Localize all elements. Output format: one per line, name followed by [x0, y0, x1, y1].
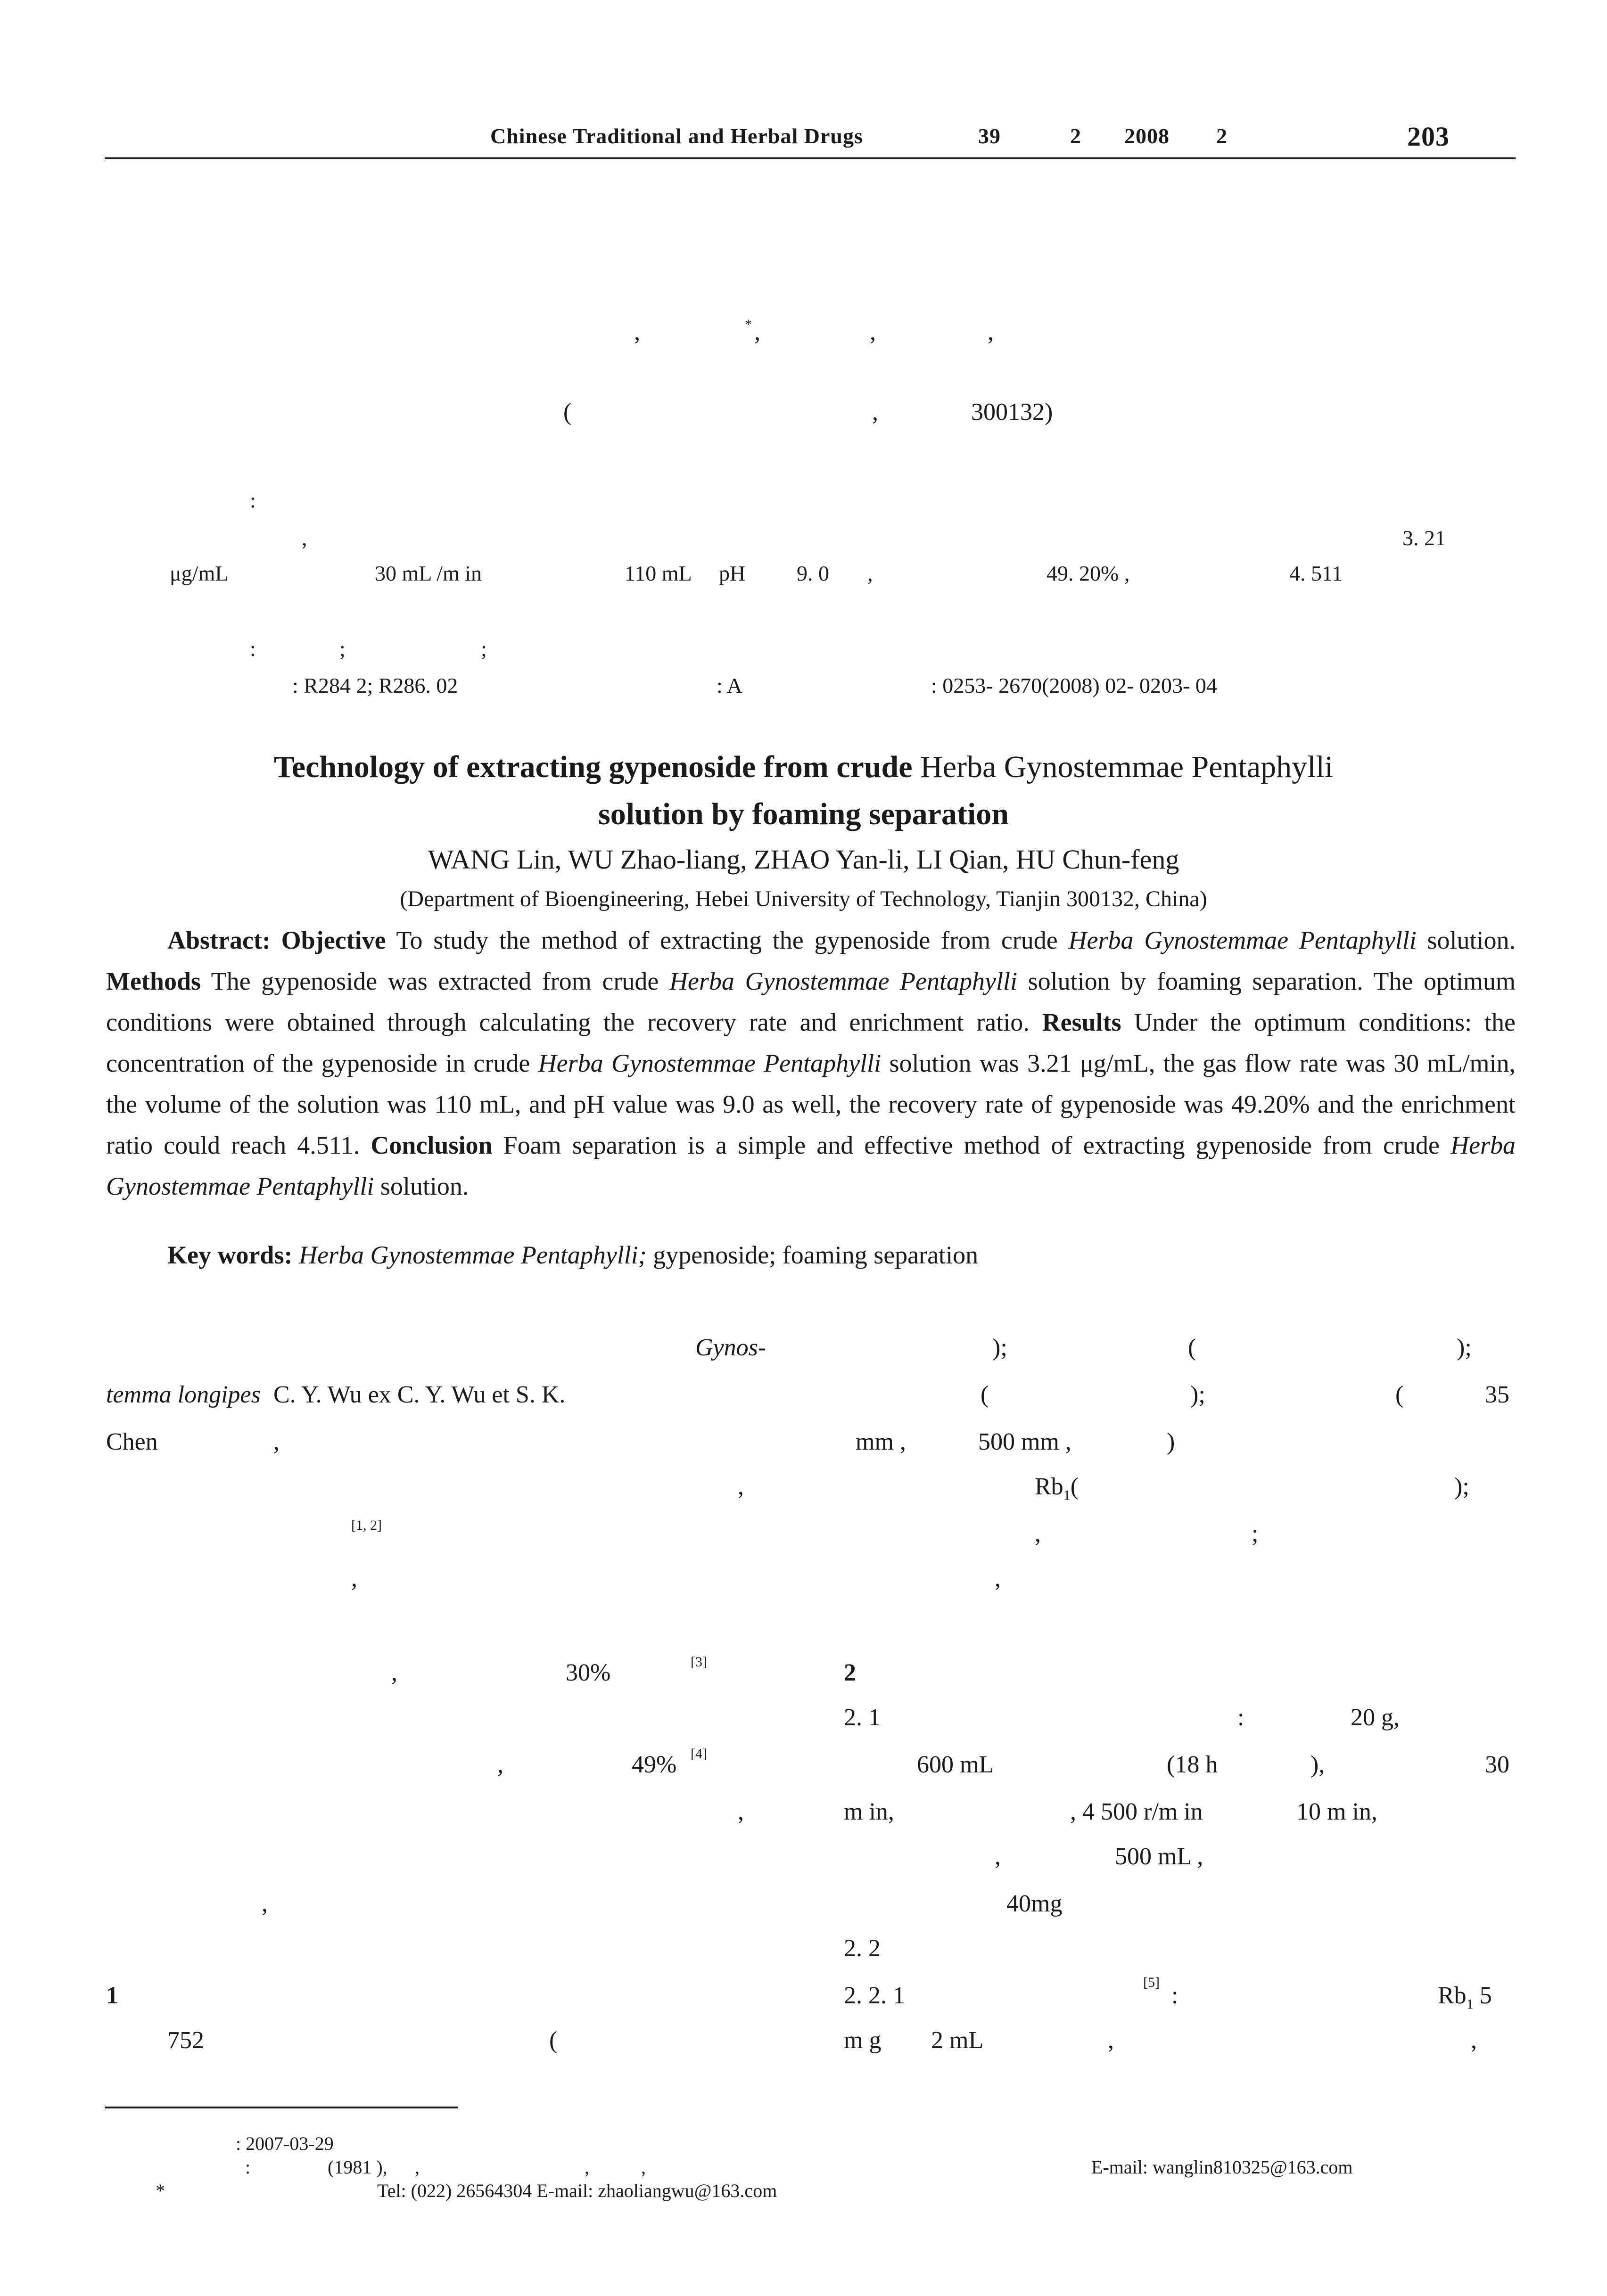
body-r4: ,	[738, 1473, 744, 1500]
herb-name: Herba Gynostemmae Pentaphylli	[669, 967, 1017, 995]
rb-label: Rb	[1035, 1473, 1063, 1500]
body-r4: );	[1454, 1473, 1469, 1500]
authors-cn-sep: ,	[988, 319, 994, 345]
journal-year: 2008	[1124, 124, 1170, 148]
abstract-cn-ph-value: 9. 0	[797, 561, 829, 585]
s221-mg: m g	[844, 2027, 882, 2054]
abstract-cn-colon: :	[250, 488, 256, 512]
affiliation-en: (Department of Bioengineering, Hebei University of Technology, Tianjin 300132, China)	[400, 886, 1207, 911]
instrument-752: 752	[167, 2027, 204, 2054]
s21-mass: 20 g,	[1351, 1704, 1400, 1731]
keywords-cn-semicolon: ;	[339, 637, 346, 661]
affil-cn-zip: 300132)	[971, 399, 1053, 426]
bio-email: E-mail: wanglin810325@163.com	[1091, 2157, 1353, 2178]
objective-label: Objective	[281, 926, 386, 954]
corresponding-star: *	[745, 317, 752, 332]
authors-cn-sep: ,	[754, 319, 760, 345]
body-comma: ,	[391, 1659, 397, 1686]
bio-year: (1981 ),	[328, 2157, 387, 2178]
s21-rpm: , 4 500 r/m in	[1070, 1798, 1203, 1825]
citation-5: [5]	[1143, 1975, 1160, 1990]
body-r1: (	[1188, 1334, 1196, 1361]
keywords-label: Key words:	[167, 1241, 293, 1269]
body-r3: mm ,	[856, 1428, 906, 1455]
document-code: : A	[717, 673, 742, 697]
bio-comma: ,	[585, 2157, 589, 2178]
corresponding-star-note: *	[156, 2180, 165, 2201]
results-text-a: Under the optimum conditions: the concentration of the gypenoside in crude	[106, 1008, 1516, 1077]
abstract-cn-volume: 110 mL	[625, 561, 692, 585]
s21-30: 30	[1485, 1751, 1509, 1778]
footnote-rule	[105, 2107, 458, 2108]
section-1-heading: 1	[106, 1982, 118, 2009]
abstract-label: Abstract:	[167, 926, 271, 954]
objective-text: To study the method of extracting the gypenoside from crude	[396, 926, 1058, 954]
species-name: temma longipes	[106, 1381, 261, 1408]
authors-en: WANG Lin, WU Zhao-liang, ZHAO Yan-li, LI Qian, HU Chun-feng	[428, 844, 1179, 875]
keywords-cn-colon: :	[250, 637, 256, 661]
received-date: : 2007-03-29	[236, 2133, 334, 2154]
citation-1-2: [1, 2]	[351, 1517, 382, 1533]
keywords-en	[167, 1240, 978, 1270]
herb-name: Herba Gynostemmae Pentaphylli	[1068, 926, 1417, 954]
s21-500ml: 500 mL ,	[1115, 1843, 1203, 1870]
bio-comma: ,	[415, 2157, 420, 2178]
s21-10min: 10 m in,	[1296, 1798, 1377, 1825]
body-comma: ,	[273, 1428, 280, 1455]
journal-volume: 39	[978, 124, 1001, 148]
page-number: 203	[1407, 121, 1450, 152]
pct-30: 30%	[566, 1659, 611, 1686]
abstract-cn-conc-unit: μg/mL	[170, 561, 229, 585]
keyword-herb: Herba Gynostemmae Pentaphylli;	[298, 1241, 647, 1269]
authors-cn-sep: ,	[870, 319, 876, 345]
herb-name: Herba Gynostemmae Pentaphylli	[106, 1131, 1516, 1200]
abstract-cn-concentration: 3. 21	[1402, 526, 1446, 550]
journal-month: 2	[1216, 124, 1228, 148]
subsection-2-2-1: 2. 2. 1	[844, 1982, 905, 2009]
bio-colon: :	[245, 2157, 251, 2178]
section-2-heading: 2	[844, 1659, 856, 1686]
body-r4-rb1	[1035, 1473, 1079, 1503]
journal-issue: 2	[1070, 124, 1081, 148]
title-en-line2: solution by foaming separation	[598, 797, 1009, 831]
objective-end: solution.	[1427, 926, 1516, 954]
citation-4: [4]	[691, 1746, 707, 1762]
s21-volume: 600 mL	[917, 1751, 994, 1778]
rb-paren: (	[1070, 1473, 1079, 1500]
methods-label: Methods	[106, 967, 201, 995]
results-label: Results	[1042, 1008, 1121, 1036]
abstract-en	[106, 920, 1516, 1207]
authors-cn-sep: ,	[634, 319, 640, 345]
herb-name: Herba Gynostemmae Pentaphylli	[538, 1049, 882, 1077]
body-r1: );	[992, 1334, 1007, 1361]
abstract-cn-recovery: 49. 20% ,	[1047, 561, 1130, 585]
clc-number: : R284 2; R286. 02	[292, 673, 458, 697]
s221-comma: ,	[1108, 2027, 1114, 2054]
genus-fragment: Gynos-	[695, 1334, 766, 1361]
body-comma: ,	[262, 1890, 268, 1917]
methods-text-b: solution by foaming separation. The optimum conditions were obtained through calculating the recovery rate and enrichment ratio.	[106, 967, 1516, 1036]
body-r2: );	[1190, 1381, 1205, 1408]
results-text-b: solution was 3.21 μg/mL, the gas flow rate was 30 mL/min, the volume of the solution was 110 mL, and pH value was 9.0 as well, the recovery rate of gypenoside was 49.20% and the enrichment ratio could reach 4.511.	[106, 1049, 1516, 1159]
header-rule	[105, 157, 1516, 159]
abstract-cn-comma: ,	[302, 526, 307, 550]
affil-cn-comma: ,	[872, 399, 878, 426]
body-r5: ,	[1035, 1520, 1041, 1547]
body-r6: ,	[995, 1565, 1001, 1592]
s21-min: m in,	[844, 1798, 894, 1825]
abstract-cn-flow: 30 mL /m in	[375, 561, 482, 585]
s221-colon: :	[1171, 1982, 1178, 2009]
authority-chen: Chen	[106, 1428, 158, 1455]
s21-hours-end: ),	[1310, 1751, 1325, 1778]
s21-hours: (18 h	[1167, 1751, 1218, 1778]
keywords-cn-semicolon: ;	[481, 637, 487, 661]
s21-40mg: 40mg	[1006, 1890, 1063, 1917]
title-en-bold: Technology of extracting gypenoside from crude	[273, 750, 913, 784]
keyword-rest: gypenoside; foaming separation	[653, 1241, 979, 1269]
body-r2: (	[1395, 1381, 1404, 1408]
rb-amount: 5	[1479, 1982, 1492, 2009]
conclusion-text-a: Foam separation is a simple and effective method of extracting gypenoside from crude	[503, 1131, 1440, 1159]
title-en-line1	[0, 749, 1607, 785]
affil-cn-paren: (	[563, 399, 572, 426]
citation-3: [3]	[691, 1654, 707, 1670]
rb-subscript: 1	[1466, 1996, 1474, 2012]
conclusion-label: Conclusion	[371, 1131, 493, 1159]
body-r2-35: 35	[1485, 1381, 1509, 1408]
body-comma: ,	[738, 1798, 744, 1825]
pct-49: 49%	[632, 1751, 677, 1778]
s221-rb1	[1438, 1982, 1492, 2012]
rb-subscript: 1	[1063, 1487, 1071, 1503]
s221-2ml: 2 mL	[931, 2027, 984, 2054]
body-r1: );	[1457, 1334, 1472, 1361]
conclusion-text-b: solution.	[380, 1172, 469, 1200]
body-comma: ,	[351, 1565, 357, 1592]
s221-comma: ,	[1471, 2027, 1477, 2054]
body-r3: )	[1167, 1428, 1175, 1455]
body-r3: 500 mm ,	[978, 1428, 1071, 1455]
abstract-cn-enrichment: 4. 511	[1289, 561, 1343, 585]
rb-label: Rb	[1438, 1982, 1467, 2009]
body-r2: (	[981, 1381, 989, 1408]
body-comma: ,	[497, 1751, 503, 1778]
species-authority: C. Y. Wu ex C. Y. Wu et S. K.	[273, 1381, 566, 1408]
article-id: : 0253- 2670(2008) 02- 0203- 04	[931, 673, 1217, 697]
bio-comma: ,	[641, 2157, 646, 2178]
s21-colon: :	[1237, 1704, 1244, 1731]
s21-comma: ,	[995, 1843, 1001, 1870]
title-en-herb: Herba Gynostemmae Pentaphylli	[920, 750, 1334, 784]
abstract-cn-ph-label: pH	[719, 561, 746, 585]
body-r5: ;	[1252, 1520, 1259, 1547]
abstract-cn-comma: ,	[867, 561, 873, 585]
subsection-2-2: 2. 2	[844, 1935, 881, 1962]
body-paren: (	[549, 2027, 558, 2054]
subsection-2-1: 2. 1	[844, 1704, 881, 1731]
journal-name: Chinese Traditional and Herbal Drugs	[490, 124, 863, 148]
corresponding-contact: Tel: (022) 26564304 E-mail: zhaoliangwu@163.com	[377, 2180, 777, 2201]
methods-text-a: The gypenoside was extracted from crude	[211, 967, 659, 995]
